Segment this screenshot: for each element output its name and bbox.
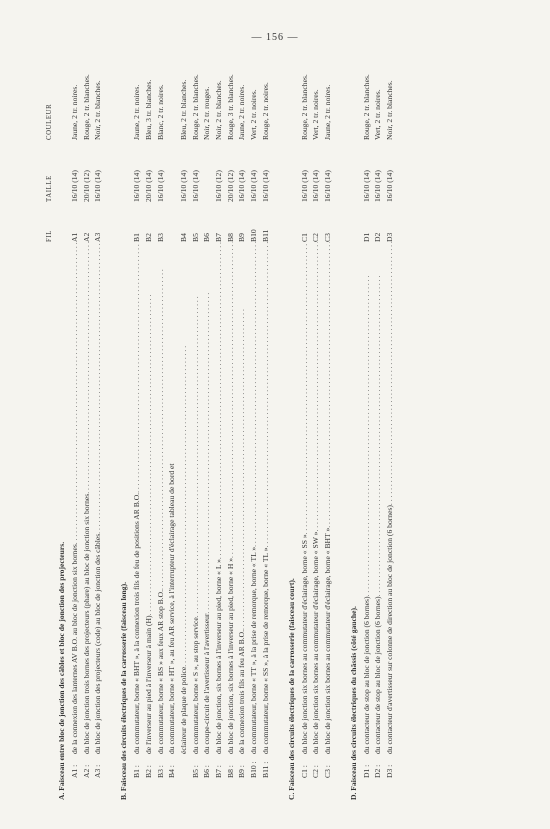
cell-fil: D2 (373, 232, 383, 242)
cell-fil: B8 (225, 233, 235, 242)
cell-couleur: Rouge, 3 tr. blanches. (225, 74, 235, 140)
table-row (248, 60, 260, 800)
row-description (299, 242, 311, 800)
row-code: D2 : (373, 764, 383, 778)
leader-dots (155, 242, 167, 590)
leader-dots (310, 242, 322, 532)
row-description (236, 242, 248, 800)
row-description (248, 242, 260, 800)
row-description (201, 242, 213, 800)
row-code: B9 : (237, 765, 247, 778)
cell-fil: C3 (322, 233, 332, 242)
table-row (155, 60, 167, 800)
cell-taille: 16/10 (14) (311, 170, 321, 202)
row-text: de l'inverseur au pied à l'inverseur à main (H) (143, 615, 153, 754)
cell-couleur: Vert, 2 tr. noires. (249, 89, 259, 140)
leader-dots (69, 242, 81, 544)
row-code: B1 : (132, 765, 142, 778)
row-code: A3 : (93, 764, 103, 778)
leader-dots (225, 242, 237, 558)
cell-couleur: Jaune, 2 tr. noires. (132, 84, 142, 140)
table-header (40, 60, 56, 800)
row-description (225, 242, 237, 800)
row-code: B10 : (249, 761, 259, 778)
row-description (69, 242, 81, 800)
section (118, 60, 271, 800)
cell-fil: B9 (237, 233, 247, 242)
table-row (81, 60, 93, 800)
table-row (190, 60, 202, 800)
cell-taille: 16/10 (14) (93, 170, 103, 202)
row-text: du commutateur, borne « SS », à la prise de remorque, borne « TL » (260, 547, 270, 754)
cell-fil: B10 (249, 229, 259, 242)
cell-couleur: Noir, 2 tr. blanches. (214, 80, 224, 140)
header-fil: FIL (46, 230, 54, 242)
cell-couleur: Rouge, 2 tr. noires. (260, 82, 270, 140)
row-text: du contacteur de stop au bloc de jonction (6 bornes) (361, 596, 371, 754)
cell-fil: D1 (361, 232, 371, 242)
cell-couleur: Rouge, 2 tr. blanches. (361, 74, 371, 140)
leader-dots (248, 242, 260, 547)
row-code: D1 : (361, 764, 371, 778)
table-row (372, 60, 384, 800)
header-couleur: COULEUR (46, 103, 54, 140)
sections (56, 60, 396, 800)
cell-fil: B5 (190, 233, 200, 242)
section-title: D. Faisceau des circuits électriques du châssis (côté gauche). (348, 606, 358, 800)
leader-dots (384, 242, 396, 505)
row-description (143, 242, 155, 800)
cell-taille: 16/10 (14) (385, 170, 395, 202)
cell-couleur: Rouge, 2 tr. blanches. (190, 74, 200, 140)
row-code: B2 : (143, 765, 153, 778)
cell-couleur: Jaune, 2 tr. noires. (322, 84, 332, 140)
table-row (131, 60, 143, 800)
row-text: du commutateur, borne « BHT », à la connexion trois fils de feu de positions AR B.O. (132, 492, 142, 754)
row-code: B11 : (260, 761, 270, 778)
row-description (310, 242, 322, 800)
row-text: du commutateur, borne « S », au stop service (190, 617, 200, 754)
table-row (201, 60, 213, 800)
row-description (260, 242, 272, 800)
cell-taille: 16/10 (14) (322, 170, 332, 202)
leader-dots (213, 242, 225, 559)
cell-taille: 16/10 (14) (237, 170, 247, 202)
section-title: A. Faisceau entre bloc de jonction des câbles et bloc de jonction des projecteurs. (57, 541, 66, 800)
table-row (225, 60, 237, 800)
cell-taille: 16/10 (14) (249, 170, 259, 202)
row-description (213, 242, 225, 800)
cell-taille: 16/10 (14) (178, 170, 188, 202)
cell-couleur: Vert, 2 tr. noires. (311, 89, 321, 140)
table-row (69, 60, 81, 800)
cell-taille: 20/10 (14) (143, 170, 153, 202)
row-text: du bloc de jonction, six bornes à l'inverseur au pied, borne « L » (214, 559, 224, 754)
section (348, 60, 396, 800)
cell-fil: D3 (385, 232, 395, 242)
page-number: — 156 — (251, 32, 299, 43)
row-code: B5 : (190, 765, 200, 778)
cell-couleur: Noir, 2 tr. rouges. (202, 86, 212, 140)
cell-fil: B3 (155, 233, 165, 242)
row-description (372, 242, 384, 800)
row-text: du contacteur de stop au bloc de jonction (6 bornes) (373, 596, 383, 754)
leader-dots (299, 242, 311, 534)
row-text: du contacteur d'avertisseur sur colonne de direction au bloc de jonction (6 bornes) (385, 505, 395, 754)
cell-couleur: Rouge, 2 tr. blanches. (81, 74, 91, 140)
cell-couleur: Jaune, 2 tr. noires. (70, 84, 79, 140)
leader-dots (92, 242, 104, 534)
cell-fil: B11 (260, 229, 270, 242)
row-description (131, 242, 143, 800)
cell-taille: 16/10 (14) (132, 170, 142, 202)
cell-couleur: Blanc, 2 tr. noires. (155, 84, 165, 140)
cell-taille: 16/10 (14) (361, 170, 371, 202)
row-text: du commutateur, borne « TT », à la prise de remorque, borne « TL » (249, 546, 259, 754)
cell-fil: B7 (214, 233, 224, 242)
cell-taille: 16/10 (12) (214, 170, 224, 202)
row-text: du bloc de jonction six bornes au commutateur d'éclairage, borne « SW » (311, 531, 321, 754)
section-title: B. Faisceau des circuits électriques de la carrosserie (faisceau long). (119, 582, 129, 800)
cell-fil: A1 (70, 232, 79, 242)
table-row (361, 60, 373, 800)
row-description (155, 242, 167, 800)
cell-fil: B4 (178, 233, 188, 242)
cell-fil: B2 (143, 233, 153, 242)
row-description (190, 242, 202, 800)
section-title: C. Faisceau des circuits électriques de la carrosserie (faisceau court). (286, 578, 296, 800)
row-code: B4 : (167, 765, 177, 778)
leader-dots (131, 242, 143, 493)
row-description (81, 242, 93, 800)
table-row-continued (178, 60, 190, 800)
leader-dots (372, 242, 384, 596)
cell-couleur: Vert, 2 tr. noires. (373, 89, 383, 140)
table-row (310, 60, 322, 800)
leader-dots (201, 242, 213, 614)
row-code: B7 : (214, 765, 224, 778)
table-row (166, 60, 178, 800)
row-code: C3 : (322, 765, 332, 778)
cell-couleur: Noir, 2 tr. blanches. (385, 80, 395, 140)
cell-taille: 16/10 (14) (155, 170, 165, 202)
row-text: du bloc de jonction des projecteurs (code) au bloc de jonction des câbles (93, 533, 103, 754)
cell-fil: B1 (132, 233, 142, 242)
row-code: A1 : (70, 764, 79, 778)
cell-couleur: Bleu, 2 tr. blanches. (178, 79, 188, 140)
cell-couleur: Bleu, 3 tr. blanches. (143, 79, 153, 140)
row-code: D3 : (385, 764, 395, 778)
leader-dots (143, 242, 155, 615)
cell-couleur: Jaune, 2 tr. noires. (237, 84, 247, 140)
leader-dots (260, 242, 272, 547)
section (286, 60, 334, 800)
header-taille: TAILLE (46, 175, 54, 202)
table-row (213, 60, 225, 800)
row-text: du bloc de jonction six bornes au commutateur d'éclairage, borne « BHT » (322, 527, 332, 754)
cell-taille: 16/10 (14) (190, 170, 200, 202)
cell-taille: 20/10 (12) (225, 170, 235, 202)
row-text: du coupe-circuit de l'avertisseur à l'avertisseur (202, 613, 212, 754)
row-text: de la connexion des lanternes AV B.O. au bloc de jonction six bornes (70, 544, 79, 754)
row-code: B8 : (225, 765, 235, 778)
leader-dots (236, 242, 248, 630)
leader-dots (81, 242, 93, 494)
row-description (92, 242, 104, 800)
row-text: du bloc de jonction, six bornes à l'inverseur au pied, borne « H » (225, 557, 235, 754)
cell-fil: A2 (81, 232, 91, 242)
table-row (322, 60, 334, 800)
row-code: B6 : (202, 765, 212, 778)
table-row (143, 60, 155, 800)
row-text: du bloc de jonction trois bornes des projecteurs (phare) au bloc de jonction six bornes (81, 493, 91, 754)
cell-taille: 20/10 (12) (81, 170, 91, 202)
row-code: A2 : (81, 764, 91, 778)
row-text: du commutateur, borne « HT », au feu AR service, à l'interrupteur d'éclairage tableau de bord et (167, 463, 177, 754)
cell-couleur: Noir, 2 tr. blanches. (93, 80, 103, 140)
rotated-table (40, 60, 510, 800)
cell-fil: B6 (202, 233, 212, 242)
row-text-continued: éclaireur de plaque de police (178, 666, 188, 754)
table-row (92, 60, 104, 800)
table-row (236, 60, 248, 800)
row-text: du bloc de jonction six bornes au commutateur d'éclairage, borne « SS » (299, 534, 309, 754)
table-row (384, 60, 396, 800)
cell-couleur: Rouge, 2 tr. blanches. (299, 74, 309, 140)
cell-fil: C1 (299, 233, 309, 242)
row-code: C2 : (311, 765, 321, 778)
cell-fil: C2 (311, 233, 321, 242)
row-description (384, 242, 396, 800)
row-code: B3 : (155, 765, 165, 778)
cell-taille: 16/10 (14) (260, 170, 270, 202)
cell-fil: A3 (93, 232, 103, 242)
cell-taille: 16/10 (14) (373, 170, 383, 202)
leader-dots (361, 242, 373, 596)
table-row (260, 60, 272, 800)
cell-taille: 16/10 (14) (299, 170, 309, 202)
cell-taille (201, 140, 213, 202)
leader-dots (178, 242, 190, 667)
cell-taille: 16/10 (14) (70, 170, 79, 202)
row-description (322, 242, 334, 800)
row-text: de la connexion trois fils au feu AR B.O. (237, 629, 247, 754)
table-row (299, 60, 311, 800)
section (56, 60, 104, 800)
row-text: du commutateur, borne « BS » aux feux AR stop B.O. (155, 590, 165, 754)
leader-dots (322, 242, 334, 528)
leader-dots (190, 242, 202, 617)
row-description (166, 242, 178, 800)
row-code: C1 : (299, 765, 309, 778)
row-description (361, 242, 373, 800)
